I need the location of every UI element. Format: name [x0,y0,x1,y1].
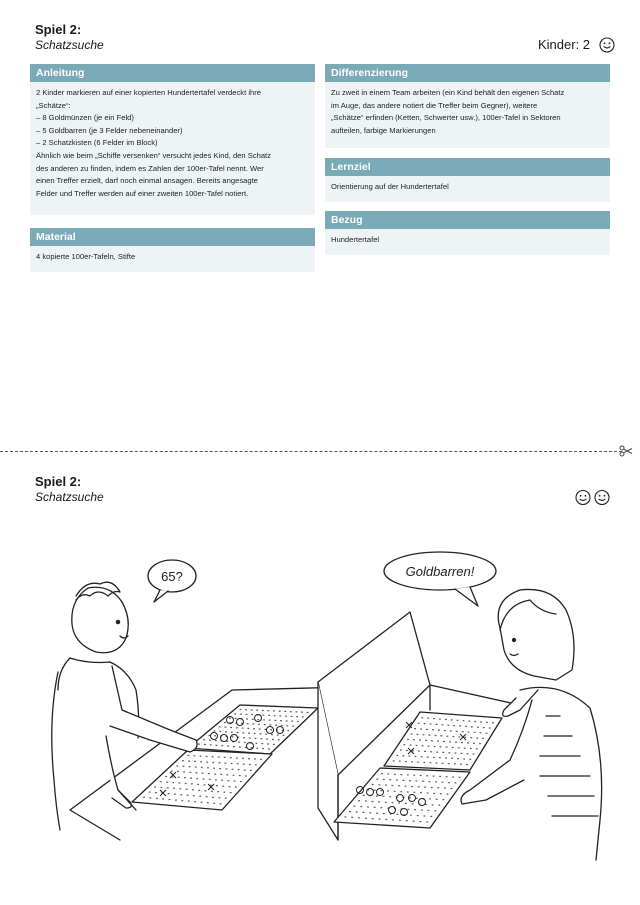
bezug-heading: Bezug [325,211,610,229]
differenzierung-box [325,64,610,148]
differenzierung-heading: Differenzierung [325,64,610,82]
bottom-card-subtitle: Schatzsuche [35,490,104,504]
differenzierung-body [325,82,610,148]
bezug-line: Hundertertafel [331,235,380,244]
hundred-board-right-front [334,768,470,828]
game-illustration [0,540,640,880]
material-box [30,228,315,272]
lernziel-body [325,176,610,202]
hundred-board-left-front [132,750,272,810]
speech-right-text: Goldbarren! [405,564,475,579]
lernziel-heading: Lernziel [325,158,610,176]
differenzierung-line: aufteilen, farbige Markierungen [331,125,436,135]
bezug-box [325,211,610,255]
anleitung-line: „Schätze“: [36,100,71,110]
anleitung-line: des anderen zu finden, indem es Zahlen der 100er-Tafel nennt. Wer [36,163,264,173]
bezug-body [325,229,610,255]
cut-line [0,451,622,452]
hundred-board-right-back [384,712,502,770]
anleitung-line: Felder und Treffer werden auf einer zweiten 100er-Tafel notiert. [36,188,249,198]
kinder-count [538,36,615,54]
anleitung-line: – 8 Goldmünzen (je ein Feld) [36,113,134,123]
speech-left-text: 65? [161,569,183,584]
anleitung-line: 2 Kinder markieren auf einer kopierten Hundertertafel verdeckt ihre [36,88,261,97]
lernziel-box [325,158,610,202]
smiley-face-icon [599,37,615,53]
kinder-label: Kinder: 2 [538,37,591,52]
speech-bubble-right [384,552,496,606]
anleitung-line: – 2 Schatzkisten (6 Felder im Block) [36,138,158,148]
differenzierung-line: „Schätze“ erfinden (Ketten, Schwerter usw.), 100er-Tafel in Sektoren [331,113,561,123]
lernziel-line: Orientierung auf der Hundertertafel [331,182,449,191]
material-body [30,246,315,272]
differenzierung-line: im Auge, das andere notiert die Treffer beim Gegner), weitere [331,100,538,110]
anleitung-line: Ähnlich wie beim „Schiffe versenken“ versucht jedes Kind, den Schatz [36,150,271,160]
material-heading: Material [30,228,315,246]
material-line: 4 kopierte 100er-Tafeln, Stifte [36,252,136,261]
differenzierung-line: Zu zweit in einem Team arbeiten (ein Kind behält den eigenen Schatz [331,88,565,97]
bottom-card-title: Spiel 2: [35,474,82,489]
top-card-title: Spiel 2: [35,22,82,37]
scissors-icon [619,445,633,457]
anleitung-box [30,64,315,215]
anleitung-heading: Anleitung [30,64,315,82]
top-card-subtitle: Schatzsuche [35,38,104,52]
anleitung-line: – 5 Goldbarren (je 3 Felder nebeneinander) [36,125,183,135]
anleitung-line: einen Treffer erzielt, darf noch einmal ansagen. Bereits angesagte [36,176,258,186]
two-smiley-faces-icon [575,489,611,506]
anleitung-body [30,82,315,215]
